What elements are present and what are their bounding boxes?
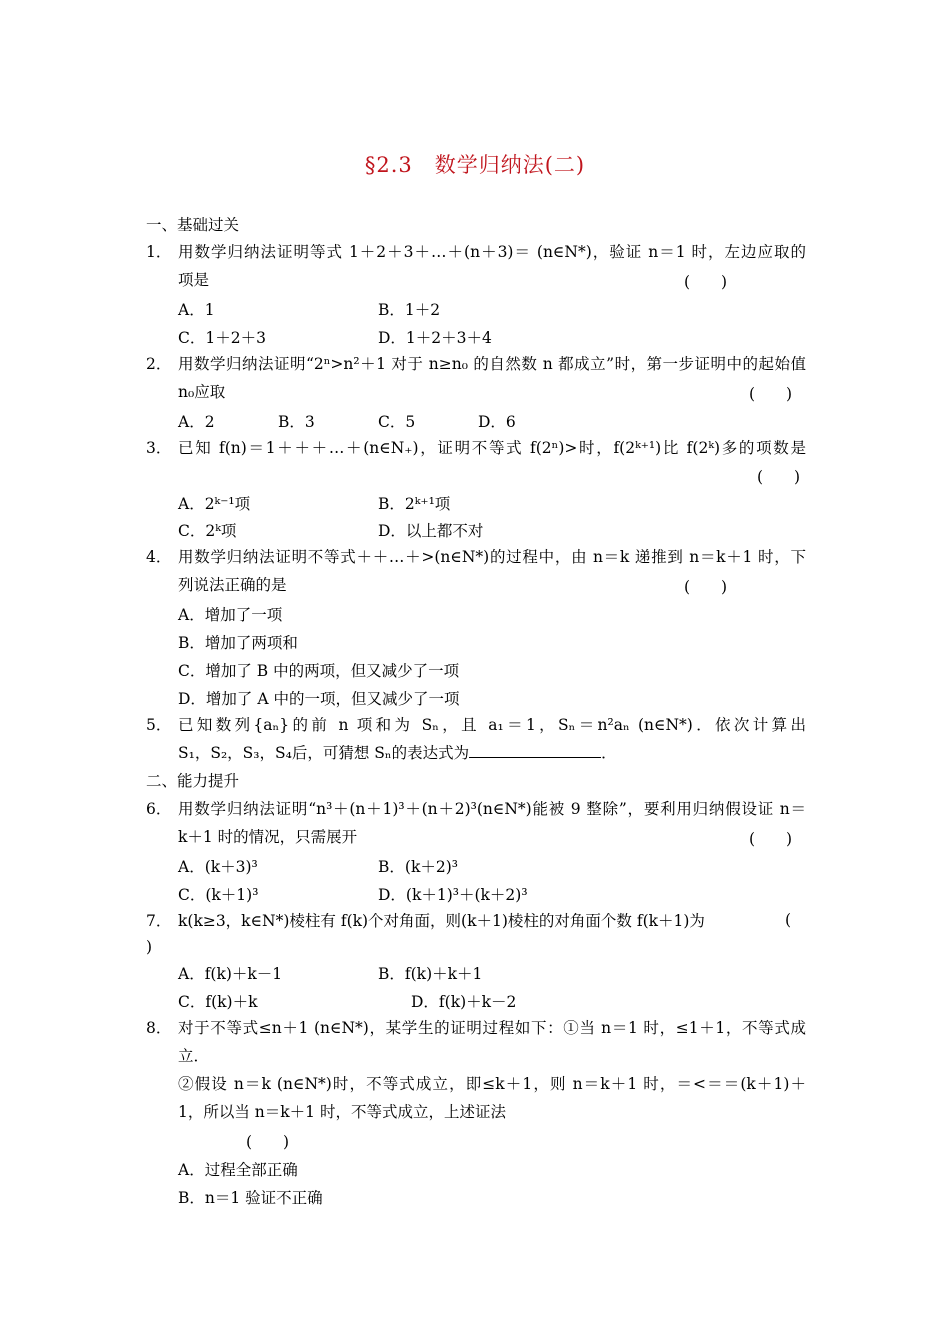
option-c: C．增加了 B 中的两项，但又减少了一项 xyxy=(178,662,460,680)
question-number: 4． xyxy=(146,548,172,566)
question-number: 6． xyxy=(146,800,172,818)
option-b: B．3 xyxy=(278,413,315,431)
option-d: D．6 xyxy=(478,413,516,431)
answer-paren: ( ) xyxy=(684,273,728,291)
option-b: B．2ᵏ⁺¹项 xyxy=(378,495,451,513)
option-b: B．增加了两项和 xyxy=(178,634,298,652)
answer-paren-close: ) xyxy=(146,938,153,956)
question-number: 2． xyxy=(146,355,172,373)
option-b: B．(k＋2)³ xyxy=(378,858,458,876)
question-text: 已知 f(n)＝1＋＋＋…＋(n∈N₊)，证明不等式 f(2ⁿ)>时，f(2ᵏ⁺¹)比 f(2ᵏ)多的项数是 xyxy=(178,439,806,457)
option-a: A．1 xyxy=(178,301,215,319)
question-text: 项是 xyxy=(178,271,210,289)
answer-paren: ( ) xyxy=(749,830,793,848)
question-text: 对于不等式≤n＋1 (n∈N*)，某学生的证明过程如下：①当 n＝1 时，≤1＋1，不等式成 xyxy=(178,1019,806,1037)
option-d: D．增加了 A 中的一项，但又减少了一项 xyxy=(178,690,460,708)
option-b: B．f(k)＋k＋1 xyxy=(378,965,483,983)
option-c: C．f(k)＋k xyxy=(178,993,258,1011)
question-text: n₀应取 xyxy=(178,383,226,401)
answer-blank[interactable] xyxy=(469,743,601,758)
question-text: k(k≥3，k∈N*)棱柱有 f(k)个对角面，则(k＋1)棱柱的对角面个数 f(k＋1)为 xyxy=(178,912,705,930)
option-a: A．2ᵏ⁻¹项 xyxy=(178,495,251,513)
question-text: k＋1 时的情况，只需展开 xyxy=(178,828,358,846)
question-number: 5． xyxy=(146,716,172,734)
question-number: 7． xyxy=(146,912,172,930)
question-text: 立． xyxy=(178,1047,210,1065)
option-c: C．(k＋1)³ xyxy=(178,886,259,904)
question-text: 用数学归纳法证明不等式＋＋…＋>(n∈N*)的过程中，由 n＝k 递推到 n＝k＋1 时，下 xyxy=(178,548,806,566)
answer-paren: ( ) xyxy=(684,578,728,596)
question-number: 3． xyxy=(146,439,172,457)
question-text: 已知数列{aₙ}的前 n 项和为 Sₙ，且 a₁＝1，Sₙ＝n²aₙ (n∈N*)．依次计算出 xyxy=(178,716,806,734)
question-number: 8． xyxy=(146,1019,172,1037)
option-d: D．(k＋1)³＋(k＋2)³ xyxy=(378,886,528,904)
option-a: A．增加了一项 xyxy=(178,606,283,624)
option-a: A．(k＋3)³ xyxy=(178,858,258,876)
question-text xyxy=(178,743,617,763)
option-b: B．n＝1 验证不正确 xyxy=(178,1189,323,1207)
answer-paren: ( ) xyxy=(246,1133,290,1151)
option-d: D．以上都不对 xyxy=(378,522,484,540)
page-title: §2.3 数学归纳法(二) xyxy=(364,153,586,177)
option-c: C．5 xyxy=(378,413,416,431)
question-text-end: ． xyxy=(601,744,617,762)
option-c: C．1＋2＋3 xyxy=(178,329,266,347)
option-a: A．2 xyxy=(178,413,215,431)
option-d: D．f(k)＋k－2 xyxy=(411,993,517,1011)
answer-paren: ( ) xyxy=(749,385,793,403)
question-text: 用数学归纳法证明“2ⁿ>n²＋1 对于 n≥n₀ 的自然数 n 都成立”时，第一步证明中的起始值 xyxy=(178,355,806,373)
option-b: B．1＋2 xyxy=(378,301,441,319)
question-text: 1，所以当 n＝k＋1 时，不等式成立，上述证法 xyxy=(178,1103,506,1121)
answer-paren-open: ( xyxy=(785,911,792,929)
question-number: 1． xyxy=(146,243,172,261)
question-text: 用数学归纳法证明等式 1＋2＋3＋…＋(n＋3)＝ (n∈N*)，验证 n＝1 时，左边应取的 xyxy=(178,243,806,261)
option-d: D．1＋2＋3＋4 xyxy=(378,329,492,347)
option-a: A．f(k)＋k－1 xyxy=(178,965,283,983)
question-text: 用数学归纳法证明“n³＋(n＋1)³＋(n＋2)³(n∈N*)能被 9 整除”，要利用归纳假设证 n＝ xyxy=(178,800,806,818)
question-text-lead: S₁，S₂，S₃，S₄后，可猜想 Sₙ的表达式为 xyxy=(178,744,470,762)
section-basic: 一、基础过关 xyxy=(146,216,240,234)
question-text: 列说法正确的是 xyxy=(178,576,287,594)
answer-paren: ( ) xyxy=(757,468,801,486)
option-c: C．2ᵏ项 xyxy=(178,522,237,540)
question-text: ②假设 n＝k (n∈N*)时，不等式成立，即≤k＋1，则 n＝k＋1 时，＝<＝＝(k＋1)＋ xyxy=(178,1075,806,1093)
option-a: A．过程全部正确 xyxy=(178,1161,298,1179)
section-advanced: 二、能力提升 xyxy=(146,772,240,790)
